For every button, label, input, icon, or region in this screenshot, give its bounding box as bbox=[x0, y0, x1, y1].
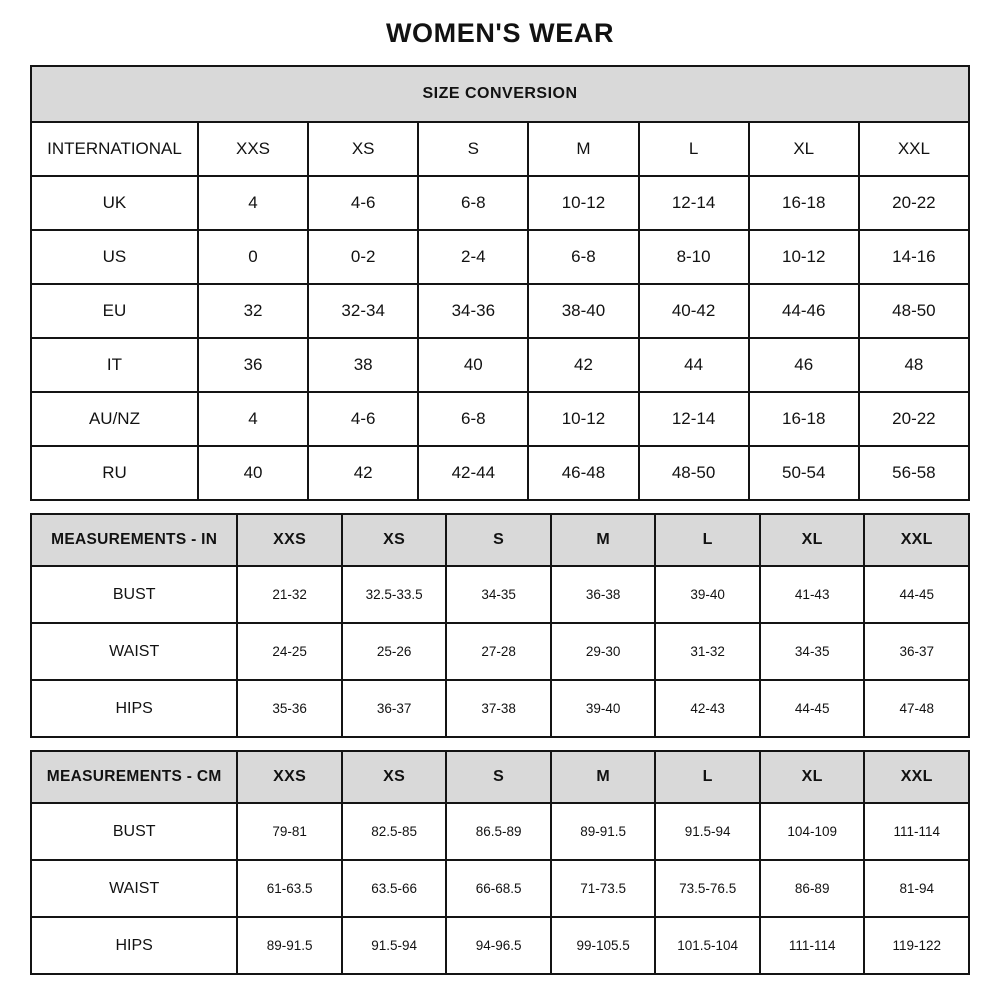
row-label: MEASUREMENTS - IN bbox=[31, 514, 237, 566]
table-cell: 25-26 bbox=[342, 623, 447, 680]
table-row bbox=[31, 230, 969, 284]
table-cell: XXL bbox=[864, 751, 969, 803]
table-cell: 10-12 bbox=[528, 392, 638, 446]
table-row bbox=[31, 392, 969, 446]
table-cell: XS bbox=[308, 122, 418, 176]
row-label: BUST bbox=[31, 803, 237, 860]
row-label: WAIST bbox=[31, 623, 237, 680]
table-cell: 91.5-94 bbox=[655, 803, 760, 860]
table-cell: 38-40 bbox=[528, 284, 638, 338]
row-label: INTERNATIONAL bbox=[31, 122, 198, 176]
table-cell: 27-28 bbox=[446, 623, 551, 680]
table-cell: 40-42 bbox=[639, 284, 749, 338]
size-conversion-header-row bbox=[31, 66, 969, 122]
measurements-in-header-row bbox=[31, 514, 969, 566]
measurements-cm-header-row bbox=[31, 751, 969, 803]
table-cell: 48-50 bbox=[859, 284, 969, 338]
table-cell: 119-122 bbox=[864, 917, 969, 974]
size-conversion-table bbox=[30, 65, 970, 501]
table-cell: 40 bbox=[418, 338, 528, 392]
table-cell: 10-12 bbox=[528, 176, 638, 230]
table-cell: 2-4 bbox=[418, 230, 528, 284]
table-cell: 39-40 bbox=[655, 566, 760, 623]
row-label: BUST bbox=[31, 566, 237, 623]
size-conversion-body bbox=[31, 122, 969, 500]
table-cell: 21-32 bbox=[237, 566, 342, 623]
table-cell: XXL bbox=[864, 514, 969, 566]
table-row bbox=[31, 284, 969, 338]
table-cell: 73.5-76.5 bbox=[655, 860, 760, 917]
table-cell: 48 bbox=[859, 338, 969, 392]
table-cell: 86.5-89 bbox=[446, 803, 551, 860]
table-cell: 44-45 bbox=[864, 566, 969, 623]
table-cell: 6-8 bbox=[418, 392, 528, 446]
table-cell: L bbox=[655, 514, 760, 566]
table-cell: M bbox=[528, 122, 638, 176]
table-cell: XXS bbox=[237, 751, 342, 803]
table-cell: S bbox=[446, 751, 551, 803]
row-label: WAIST bbox=[31, 860, 237, 917]
table-cell: 20-22 bbox=[859, 176, 969, 230]
table-cell: 36-37 bbox=[864, 623, 969, 680]
table-cell: 42-43 bbox=[655, 680, 760, 737]
table-cell: 86-89 bbox=[760, 860, 865, 917]
table-cell: 91.5-94 bbox=[342, 917, 447, 974]
table-cell: XS bbox=[342, 751, 447, 803]
row-label: HIPS bbox=[31, 917, 237, 974]
page-title: WOMEN'S WEAR bbox=[385, 18, 615, 48]
table-cell: 35-36 bbox=[237, 680, 342, 737]
table-cell: 14-16 bbox=[859, 230, 969, 284]
table-cell: 16-18 bbox=[749, 176, 859, 230]
table-cell: 47-48 bbox=[864, 680, 969, 737]
row-label: IT bbox=[31, 338, 198, 392]
table-cell: 16-18 bbox=[749, 392, 859, 446]
table-cell: 36-37 bbox=[342, 680, 447, 737]
table-cell: 42-44 bbox=[418, 446, 528, 500]
table-cell: S bbox=[418, 122, 528, 176]
table-row bbox=[31, 446, 969, 500]
table-cell: 44 bbox=[639, 338, 749, 392]
table-cell: XL bbox=[749, 122, 859, 176]
measurements-in-table bbox=[30, 513, 970, 738]
table-cell: L bbox=[639, 122, 749, 176]
table-cell: XS bbox=[342, 514, 447, 566]
table-row bbox=[31, 338, 969, 392]
table-cell: 32-34 bbox=[308, 284, 418, 338]
table-cell: 56-58 bbox=[859, 446, 969, 500]
table-cell: 37-38 bbox=[446, 680, 551, 737]
table-row bbox=[31, 176, 969, 230]
table-cell: 94-96.5 bbox=[446, 917, 551, 974]
table-cell: 34-35 bbox=[446, 566, 551, 623]
table-row bbox=[31, 122, 969, 176]
table-cell: 12-14 bbox=[639, 176, 749, 230]
table-cell: 4-6 bbox=[308, 392, 418, 446]
table-cell: XXL bbox=[859, 122, 969, 176]
table-cell: 89-91.5 bbox=[237, 917, 342, 974]
table-cell: 63.5-66 bbox=[342, 860, 447, 917]
table-cell: 111-114 bbox=[760, 917, 865, 974]
table-cell: 38 bbox=[308, 338, 418, 392]
table-cell: 36-38 bbox=[551, 566, 656, 623]
row-label: AU/NZ bbox=[31, 392, 198, 446]
table-cell: 44-45 bbox=[760, 680, 865, 737]
table-cell: XL bbox=[760, 751, 865, 803]
table-row bbox=[31, 680, 969, 737]
table-cell: 4-6 bbox=[308, 176, 418, 230]
measurements-cm-head bbox=[31, 751, 969, 803]
size-conversion-head bbox=[31, 66, 969, 122]
table-cell: 48-50 bbox=[639, 446, 749, 500]
table-cell: 20-22 bbox=[859, 392, 969, 446]
table-cell: 12-14 bbox=[639, 392, 749, 446]
table-cell: 99-105.5 bbox=[551, 917, 656, 974]
measurements-in-body bbox=[31, 566, 969, 737]
table-cell: 50-54 bbox=[749, 446, 859, 500]
row-label: MEASUREMENTS - CM bbox=[31, 751, 237, 803]
table-cell: 79-81 bbox=[237, 803, 342, 860]
table-cell: 29-30 bbox=[551, 623, 656, 680]
table-cell: 81-94 bbox=[864, 860, 969, 917]
table-cell: 36 bbox=[198, 338, 308, 392]
table-cell: 34-35 bbox=[760, 623, 865, 680]
table-cell: 71-73.5 bbox=[551, 860, 656, 917]
table-row bbox=[31, 803, 969, 860]
table-cell: 82.5-85 bbox=[342, 803, 447, 860]
table-cell: 32 bbox=[198, 284, 308, 338]
table-cell: 46-48 bbox=[528, 446, 638, 500]
table-row bbox=[31, 623, 969, 680]
size-conversion-title: SIZE CONVERSION bbox=[31, 66, 969, 122]
table-cell: L bbox=[655, 751, 760, 803]
measurements-cm-table bbox=[30, 750, 970, 975]
table-cell: 0-2 bbox=[308, 230, 418, 284]
table-cell: XXS bbox=[237, 514, 342, 566]
table-row bbox=[31, 860, 969, 917]
table-cell: M bbox=[551, 751, 656, 803]
measurements-cm-body bbox=[31, 803, 969, 974]
table-cell: 10-12 bbox=[749, 230, 859, 284]
table-cell: XXS bbox=[198, 122, 308, 176]
table-cell: 40 bbox=[198, 446, 308, 500]
table-cell: 111-114 bbox=[864, 803, 969, 860]
table-cell: 6-8 bbox=[528, 230, 638, 284]
row-label: EU bbox=[31, 284, 198, 338]
table-cell: 42 bbox=[528, 338, 638, 392]
table-cell: M bbox=[551, 514, 656, 566]
table-row bbox=[31, 917, 969, 974]
table-cell: XL bbox=[760, 514, 865, 566]
row-label: US bbox=[31, 230, 198, 284]
table-cell: 42 bbox=[308, 446, 418, 500]
table-cell: S bbox=[446, 514, 551, 566]
row-label: HIPS bbox=[31, 680, 237, 737]
table-row bbox=[31, 566, 969, 623]
table-cell: 41-43 bbox=[760, 566, 865, 623]
table-cell: 31-32 bbox=[655, 623, 760, 680]
row-label: RU bbox=[31, 446, 198, 500]
measurements-in-head bbox=[31, 514, 969, 566]
table-cell: 34-36 bbox=[418, 284, 528, 338]
table-cell: 89-91.5 bbox=[551, 803, 656, 860]
row-label: UK bbox=[31, 176, 198, 230]
table-cell: 44-46 bbox=[749, 284, 859, 338]
table-cell: 6-8 bbox=[418, 176, 528, 230]
table-cell: 4 bbox=[198, 392, 308, 446]
table-cell: 0 bbox=[198, 230, 308, 284]
table-cell: 66-68.5 bbox=[446, 860, 551, 917]
table-cell: 104-109 bbox=[760, 803, 865, 860]
table-cell: 61-63.5 bbox=[237, 860, 342, 917]
table-cell: 24-25 bbox=[237, 623, 342, 680]
table-cell: 39-40 bbox=[551, 680, 656, 737]
table-cell: 101.5-104 bbox=[655, 917, 760, 974]
table-cell: 4 bbox=[198, 176, 308, 230]
table-cell: 8-10 bbox=[639, 230, 749, 284]
table-cell: 46 bbox=[749, 338, 859, 392]
table-cell: 32.5-33.5 bbox=[342, 566, 447, 623]
